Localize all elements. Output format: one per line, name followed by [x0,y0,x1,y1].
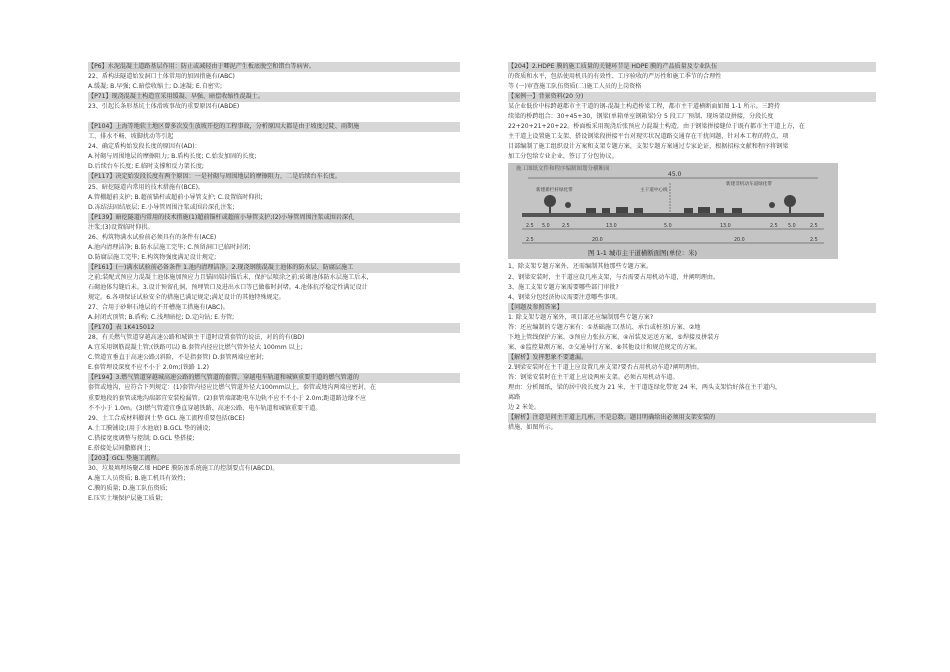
dim-total: 45.0 [668,171,682,179]
options-line: A.宜采用钢筋混凝土管;(铁路可以) B.套管内径应比燃气管外径大 100mm 以上; [88,344,303,352]
question-line: 1、除支架专题方案外，还需编制其他那些专题方案。 [508,263,653,271]
label-left: 新建新栏杆绿化带 [536,188,573,194]
svg-text:2.5: 2.5 [526,238,534,244]
label-right: 新建非机动车道绿化带 [726,182,772,188]
options-line: D.冻结法固结底层; E.小导管周围注浆或围岩深孔注浆; [88,203,235,211]
svg-text:13.0: 13.0 [720,224,731,230]
svg-text:2.5: 2.5 [526,224,534,230]
question-line: 4、钢梁分包经济协议需要注意哪些事项。 [508,293,622,301]
svg-text:5.0: 5.0 [542,224,550,230]
reference-line: 【204】2.HDPE 膜的施工质量的关键环节是 HDPE 膜的产品质量及专业队伍 [508,62,876,72]
text-line: 【P6】水泥混凝土道路基层作用：防止或减轻由于唧泥产生板底脱空和错台等病害。 [88,62,460,72]
text-line: 工、排水不畅、坡脚扰动等引起 [88,133,174,141]
question-line: 2、钢梁安装时，主干道应设几座支架，与否需要占用机动车道，并阐明理由。 [508,273,720,281]
question-line: 25、暗挖隧道内常用的技术措施有(BCE)。 [88,183,205,191]
text-line: 答：还应编制的专题方案有：①基础施工(基坑、承台或桩基)方案、②地 [508,323,701,331]
svg-text:20.0: 20.0 [734,238,745,244]
text-line: 重要地段的套管或地沟端部宜安装检漏管。(2)套管端部距电车边轨不应不不小于 2.0m;距道路边缘不应 [88,394,367,402]
svg-text:2.5: 2.5 [810,224,818,230]
text-line: 1. 除支架专题方案外，项目部还应编制那些专题方案? [508,313,654,321]
case-heading: 【案例一】背景资料(20 分) [508,92,876,102]
options-line: A.缓凝; B.早强; C.暗偿收缩土; D.速凝; E.自密实; [88,83,223,91]
reference-line: 【P161】(一)满水试验前必备条件 1.池内清理洁净。2.现浇钢筋混凝土池体的防水层、防腐层施工 [88,263,460,273]
text-line: 套管或地沟，应符合下列规定：(1)套管内径应比燃气管道外径大100mm以上，套管或地沟两端应密封，在 [88,384,377,392]
text-line: 边 2 米处。 [508,404,541,412]
reference-line: 【P194】3.燃气管道穿越城高速公路的燃气管道的套管、穿越电车轨道和城镇重要干道的燃气管道的 [88,373,460,383]
text-line: 2.钢梁安装时在主干道上应设置几座支架?要否占用机动车道?阐明理由。 [508,363,704,371]
svg-text:5.0: 5.0 [664,224,672,230]
text-line: 之前;装配式预应力混凝土池体施加预应力且锚固端封锚后未，保护层喷涂之前;砖砌池体防水层施工后未， [88,273,373,281]
svg-text:13.0: 13.0 [606,224,617,230]
question-line: 30、垃圾填埋场聚乙烯 HDPE 膜防渗系统施工的控制要点有(ABCD)。 [88,464,279,472]
right-column [508,62,876,433]
reference-line: 【P139】暗挖隧道内常用的技术措施(1)超前锚杆或超前小导管支护;(2)小导管周围注浆或围岩深孔 [88,213,460,223]
text-line: 续梁的桥跨组合：30+45+30，钢梁(单箱单室钢箱梁)分 5 段工厂预制、现场架设拼接，分段长度 [508,113,774,121]
text-line: 22+20+21+20+22。桥面板采用现浇后张预应力混凝土构造，由于钢梁拼接缝位于既有都市主干道上方，在 [508,123,805,131]
road-surface [522,213,824,217]
cross-section-diagram [508,163,838,259]
label-mid: 主干道中心线 [640,188,668,194]
options-line: A.封闭式顶管; B.盾构; C.浅埋暗挖; D.定向钻; E.夯管; [88,314,235,322]
left-column [88,62,460,504]
reference-line: 【P71】现浇混凝土构造宜采用缓凝、早强、暗偿收缩性混凝土。 [88,92,460,102]
question-line: 3、施工支架专题方案需要哪些部门审批? [508,283,619,291]
text-line: 目部编制了施工组织设计方案和支架专题方案，支架专题方案通过专家论证，根据招标文献和程序将钢梁 [508,143,789,151]
svg-text:2.5: 2.5 [770,224,778,230]
text-line: 措施，如图所示。 [508,424,557,432]
text-line: 加工分包给专业企业，签订了分包协议。 [508,153,618,161]
text-line: 不不小于 1.0m。(3)燃气管道宜垂直穿越铁路、高速公路、电车轨道和城镇重要干道。 [88,404,322,412]
options-line: A.土工膜铺设;(用于水池底) B.GCL 垫的铺设; [88,424,211,432]
svg-text:20.0: 20.0 [592,238,603,244]
svg-text:5.0: 5.0 [788,224,796,230]
options-line: E.搭接处层间撒膨润土; [88,444,151,452]
text-line: 规定。6.各项保证试验安全的措施已满足规定;满足设计的其他特殊规定。 [88,294,285,302]
options-line: A.施工人员资质; B.施工机具有效性; [88,474,186,482]
options-line: A.管棚超前支护; B.超前锚杆或超前小导管支护; C.设置临时仰拱; [88,193,263,201]
question-line: 28、有关燃气管道穿越高速公路和城镇主干道时设置套管的说法，对的的有(BD) [88,334,305,342]
options-line: A.池内清理洁净; B.防水层施工完毕; C.预留洞口已临时封闭; [88,243,251,251]
spacer [88,112,460,122]
text-line: 某企业低价中标跨越都市主干道的钢-混凝土构造桥梁工程，都市主干道横断面如图 1-1 所示。三跨持 [508,103,780,111]
question-line: 24、确定盾构始发段长度的原因有(AD)： [88,143,201,151]
options-line: C.膜的质量; D.施工队伍资质; [88,484,168,492]
text-line: 注浆;(3)设置临时仰拱。 [88,223,154,231]
text-line: 答：钢梁安装时在主干道上应设两座支架。必须占用机动车道。 [508,373,679,381]
svg-text:2.5: 2.5 [810,238,818,244]
reference-line: 【203】GCL 垫施工流程。 [88,454,460,464]
question-line: 29、土工合成材料膨润土垫 GCL 施工流程重要包括(BCE) [88,414,245,422]
text-line: 理由：分析图纸，梁的居中段长度为 21 米，主干道连绿化带宽 24 米，两头支架恰好落在主干道内， [508,384,782,392]
options-line: E.压实土壤保护层施工质量; [88,494,163,502]
cross-section-svg [508,163,838,259]
reference-line: 【P170】表 1K415012 [88,323,460,333]
diagram-header: 施工图纸文件和程序编制图划分横断面 [516,166,610,173]
reference-line: 【P117】决定始发段长度有两个原因：一是衬砌与周围地层的摩擦阻力，二是后续台车长度。 [88,172,460,182]
options-line: E.套管埋设深度不应不小于 2.0m;(铁路 1.2) [88,364,210,372]
question-line: 23、引起长条形基坑土体滑坡事故的重要原因有(ABDE) [88,103,240,111]
options-line: C.搭接宽度调整与控制; D.GCL 垫搭接; [88,434,195,442]
text-line: 石砌池体勾缝后未。3.设计预留孔洞、预埋管口及进出水口等已做临时封堵。4.池体抗浮稳定性满足设计 [88,283,368,291]
analysis-line: 【解析】发挥想象不要遗漏。 [508,353,876,363]
question-line: 26、构筑物满水试验前必须具有的条件有(ACE) [88,233,217,241]
text-line: 的资质和水平，包括使用机具的有效性、工序验收的严厉性和施工季节的合理性 [508,73,722,81]
question-line: 27、合用于砂卵石地层的不开槽施工措施有(ABC)。 [88,304,229,312]
text-line: 主干道上设置施工支架、搭设钢梁段拼接平台对现实状况道路交通存在干扰问题，针对本工程的特点，项 [508,133,789,141]
analysis-line: 【解析】注意是问主干道上几座，不是总数。题目明确给出必须用支架安装的 [508,413,876,423]
text-line: 下地上管线保护方案、③预应力张拉方案、④吊装及运送方案、⑤焊接及拼装方 [508,333,720,341]
options-line: A.衬砌与周围地层的摩擦阻力; B.盾构长度; C.始发加固的长度; [88,153,257,161]
svg-text:2.5: 2.5 [562,224,570,230]
reference-line: 【P104】上海等地软土地区曾多次发生放坡开挖的工程事故，分析原因大都是由于坡度过陡、雨期施 [88,122,460,132]
options-line: D.防腐层施工完毕; E.构筑物强度满足设计规定; [88,253,217,261]
figure-caption: 图 1-1 城市主干道横断面图(单位：米) [588,249,697,258]
options-line: C.管道宜垂直于高速公路;(斜险，不是指套管) D.套管两端应密封; [88,354,264,362]
text-line: 案、⑥监控量测方案、⑦交通导行方案、⑧其他设计和规范规定的方案。 [508,343,702,351]
options-line: D.后续台车长度; E.临时支撑和反力架长度; [88,163,204,171]
answer-heading: 【问题及参照答案】 [508,303,876,313]
text-line: 离路 [508,394,521,402]
question-line: 22、盾构法隧道始发洞口土体常用的加固措施有(ABC) [88,73,235,81]
text-line: 等 (一)审查施工队伍资质(二)施工人员的上岗资格 [508,83,642,91]
